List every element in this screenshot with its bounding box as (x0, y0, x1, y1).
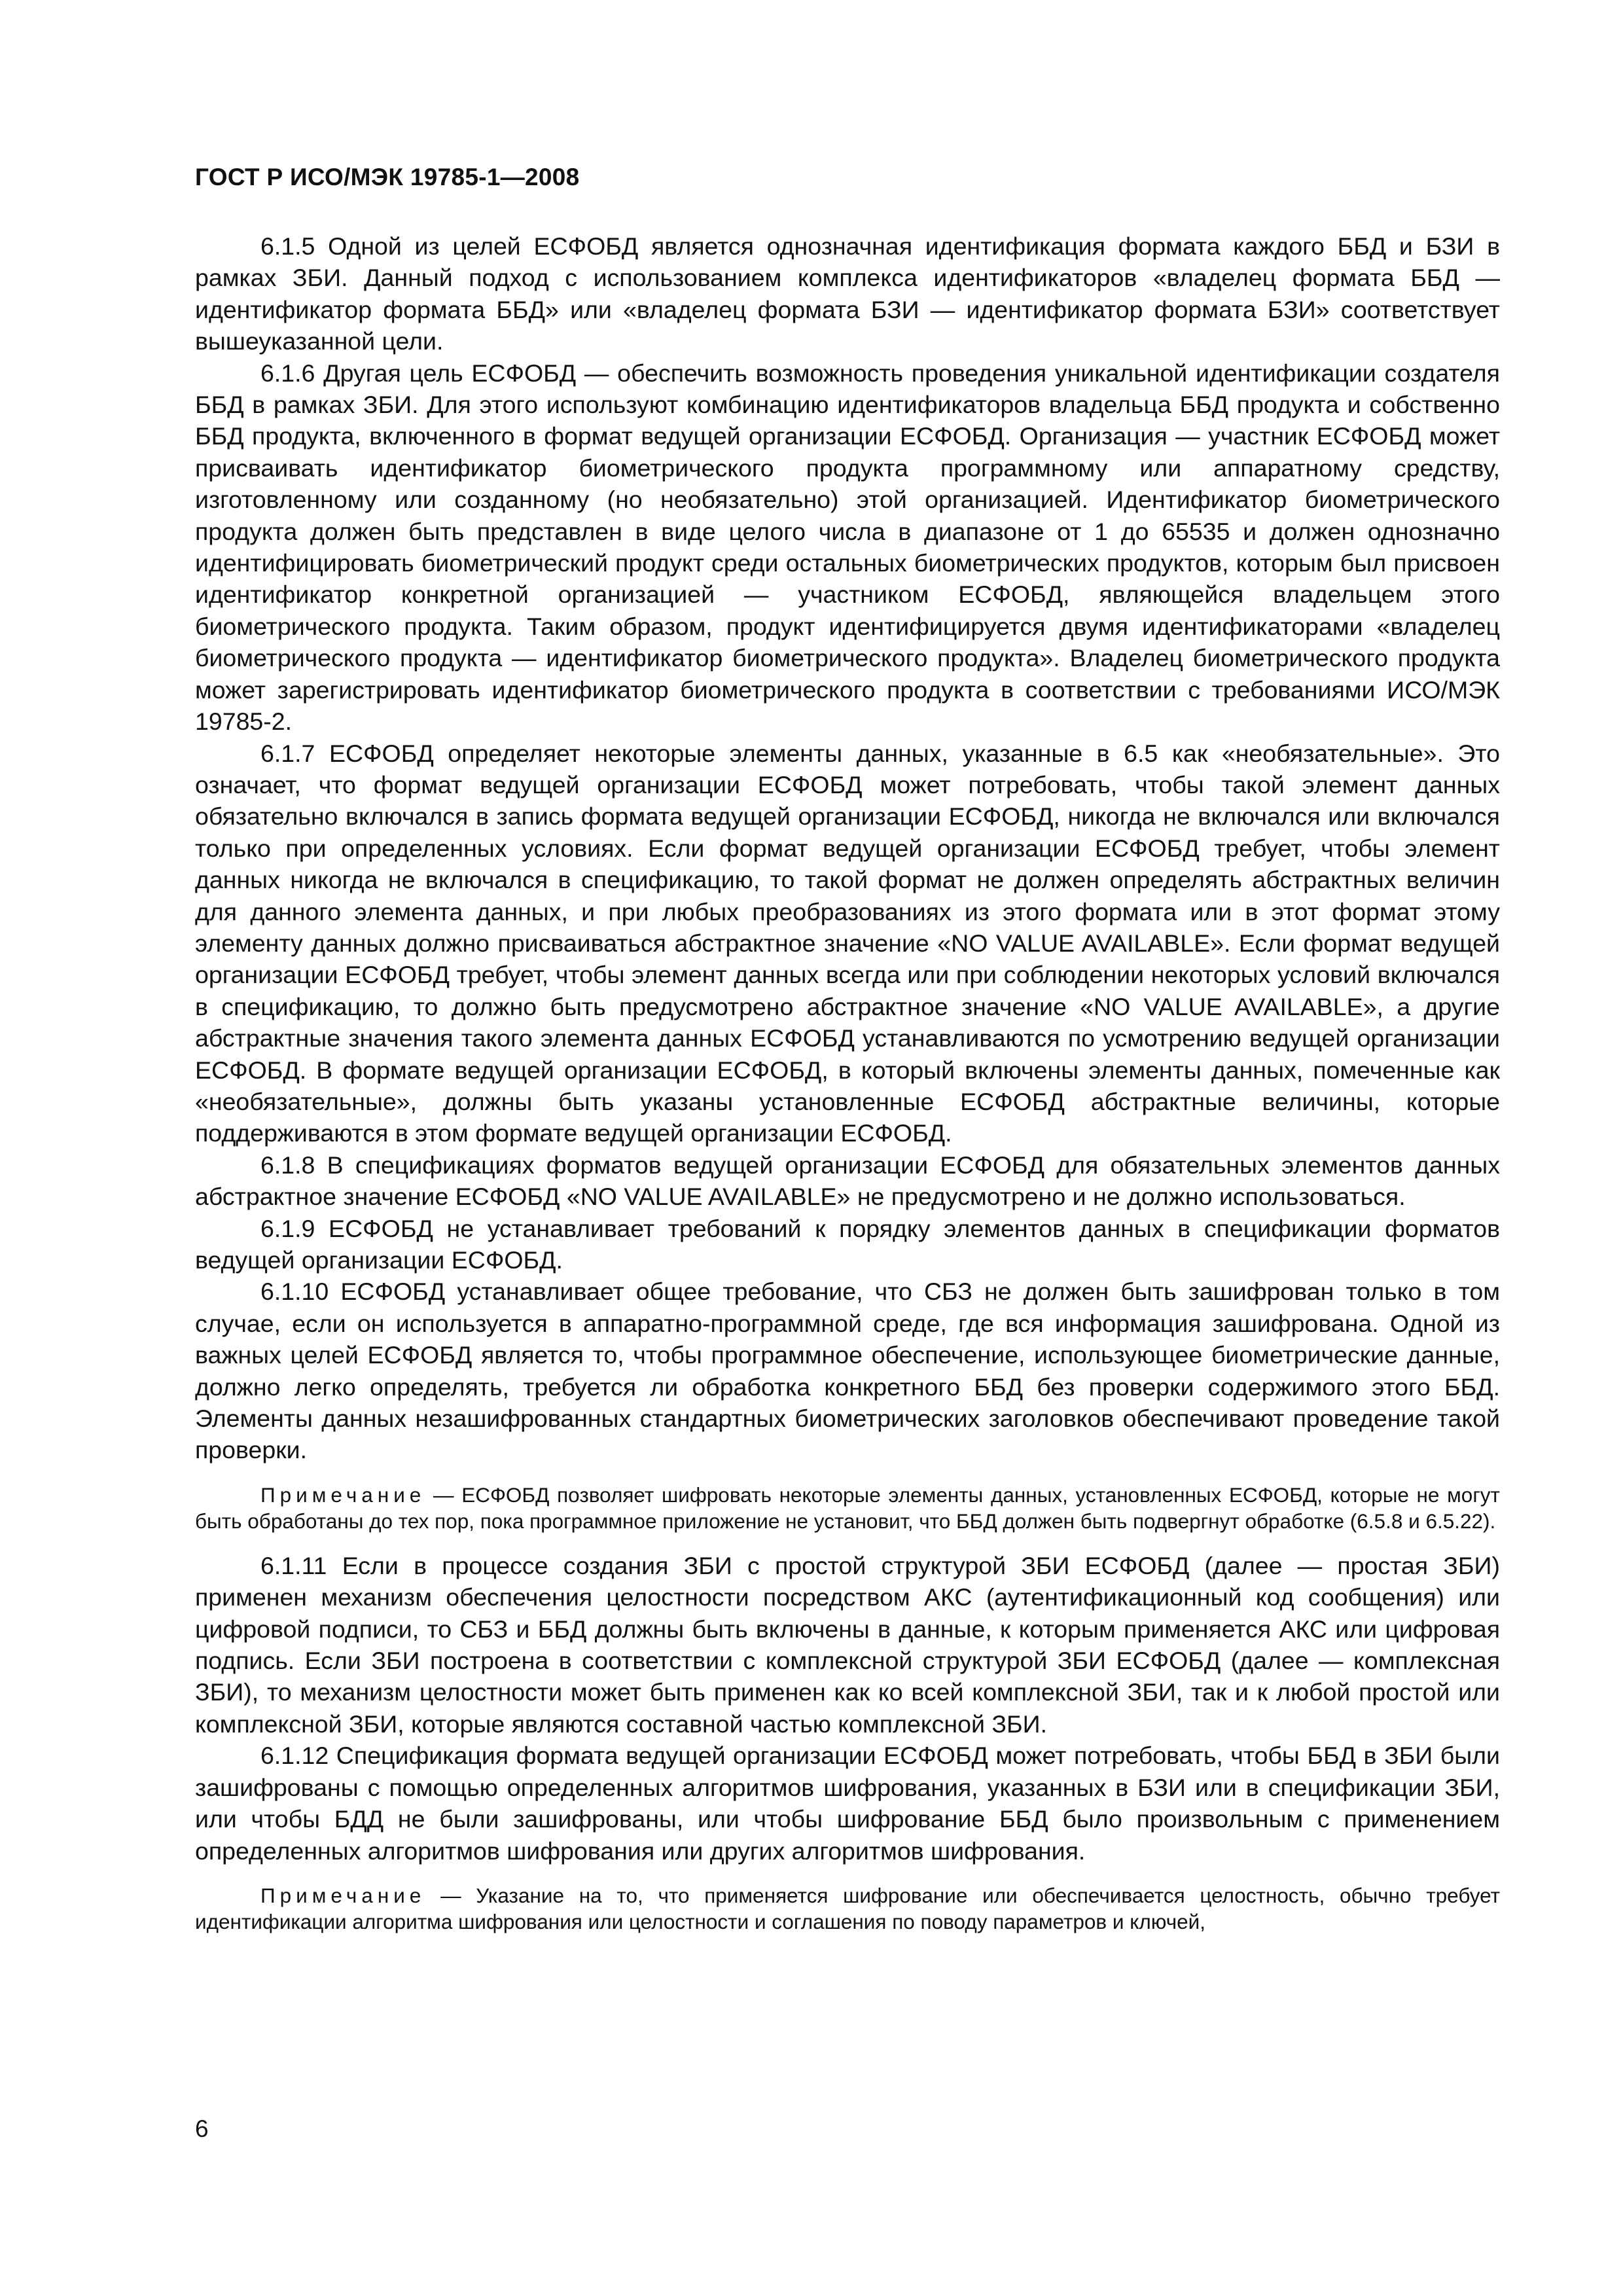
clause-6-1-11: 6.1.11 Если в процессе создания ЗБИ с простой структурой ЗБИ ЕСФОБД (далее — простая ЗБИ) применен механизм обеспечения целостности посредством АКС (аутентификационный код сообщения) или цифровой подписи, то СБЗ и ББД должны быть включены в данные, к которым применяется АКС или цифровая подпись. Если ЗБИ построена в соответствии с комплексной структурой ЗБИ ЕСФОБД (далее — комплексная ЗБИ), то механизм целостности может быть применен как ко всей комплексной ЗБИ, так и к любой простой или комплексной ЗБИ, которые являются составной частью комплексной ЗБИ. (195, 1551, 1500, 1738)
clause-6-1-12: 6.1.12 Спецификация формата ведущей организации ЕСФОБД может потребовать, чтобы ББД в ЗБИ были зашифрованы с помощью определенных алгоритмов шифрования, указанных в БЗИ или в спецификации ЗБИ, или чтобы БДД не были зашифрованы, или чтобы шифрование ББД было произвольным с применением определенных алгоритмов шифрования или других алгоритмов шифрования. (195, 1742, 1500, 1865)
clause-6-1-6: 6.1.6 Другая цель ЕСФОБД — обеспечить возможность проведения уникальной идентификации создателя ББД в рамках ЗБИ. Для этого используют комбинацию идентификаторов владельца ББД продукта и собственно ББД продукта, включенного в формат ведущей организации ЕСФОБД. Организация — участник ЕСФОБД может присваивать идентификатор биометрического продукта программному или аппаратному средству, изготовленному или созданному (но необязательно) этой организацией. Идентификатор биометрического продукта должен быть представлен в виде целого числа в диапазоне от 1 до 65535 и должен однозначно идентифицировать биометрический продукт среди остальных биометрических продуктов, которым был присвоен идентификатор конкретной организацией — участником ЕСФОБД, являющейся владельцем этого биометрического продукта. Таким образом, продукт идентифицируется двумя идентификаторами «владелец биометрического продукта — идентификатор биометрического продукта». Владелец биометрического продукта может зарегистрировать идентификатор биометрического продукта в соответствии с требованиями ИСО/МЭК 19785-2. (195, 359, 1500, 736)
clause-6-1-7: 6.1.7 ЕСФОБД определяет некоторые элементы данных, указанные в 6.5 как «необязательные». Это означает, что формат ведущей организации ЕСФОБД может потребовать, чтобы такой элемент данных обязательно включался в запись формата ведущей организации ЕСФОБД, никогда не включался или включался только при определенных условиях. Если формат ведущей организации ЕСФОБД требует, чтобы элемент данных никогда не включался в спецификацию, то такой формат не должен определять абстрактных величин для данного элемента данных, и при любых преобразованиях из этого формата или в этот формат этому элементу данных должно присваиваться абстрактное значение «NO VALUE AVAILABLE». Если формат ведущей организации ЕСФОБД требует, чтобы элемент данных всегда или при соблюдении некоторых условий включался в спецификацию, то должно быть предусмотрено абстрактное значение «NO VALUE AVAILABLE», а другие абстрактные значения такого элемента данных ЕСФОБД устанавливаются по усмотрению ведущей организации ЕСФОБД. В формате ведущей организации ЕСФОБД, в который включены элементы данных, помеченные как «необязательные», должны быть указаны установленные ЕСФОБД абстрактные величины, которые поддерживаются в этом формате ведущей организации ЕСФОБД. (195, 739, 1500, 1147)
main-text (195, 230, 1500, 1950)
note-2-text: — Указание на то, что применяется шифрование или обеспечивается целостность, обычно требует идентификации алгоритма шифрования или целостности и соглашения по поводу параметров и ключей, (195, 1883, 1500, 1933)
note-1 (195, 1482, 1500, 1534)
clause-6-1-8: 6.1.8 В спецификациях форматов ведущей организации ЕСФОБД для обязательных элементов данных абстрактное значение ЕСФОБД «NO VALUE AVAILABLE» не предусмотрено и не должно использоваться. (195, 1151, 1500, 1211)
note-2 (195, 1882, 1500, 1935)
document-standard-title: ГОСТ Р ИСО/МЭК 19785-1—2008 (195, 164, 580, 190)
page-number: 6 (195, 2115, 209, 2142)
note-2-label: Примечание (260, 1883, 426, 1907)
clause-6-1-9: 6.1.9 ЕСФОБД не устанавливает требований к порядку элементов данных в спецификации форматов ведущей организации ЕСФОБД. (195, 1214, 1500, 1274)
clause-6-1-10: 6.1.10 ЕСФОБД устанавливает общее требование, что СБЗ не должен быть зашифрован только в том случае, если он используется в аппаратно-программной среде, где вся информация зашифрована. Одной из важных целей ЕСФОБД является то, чтобы программное обеспечение, использующее биометрические данные, должно легко определять, требуется ли обработка конкретного ББД без проверки содержимого этого ББД. Элементы данных незашифрованных стандартных биометрических заголовков обеспечивают проведение такой проверки. (195, 1278, 1500, 1464)
note-1-text: — ЕСФОБД позволяет шифровать некоторые элементы данных, установленных ЕСФОБД, которые не могут быть обработаны до тех пор, пока программное приложение не установит, что ББД должен быть подвергнут обработке (6.5.8 и 6.5.22). (195, 1482, 1500, 1533)
clause-6-1-5: 6.1.5 Одной из целей ЕСФОБД является однозначная идентификация формата каждого ББД и БЗИ в рамках ЗБИ. Данный подход с использованием комплекса идентификаторов «владелец формата ББД — идентификатор формата ББД» или «владелец формата БЗИ — идентификатор формата БЗИ» соответствует вышеуказанной цели. (195, 232, 1500, 355)
note-1-label: Примечание (260, 1482, 426, 1507)
